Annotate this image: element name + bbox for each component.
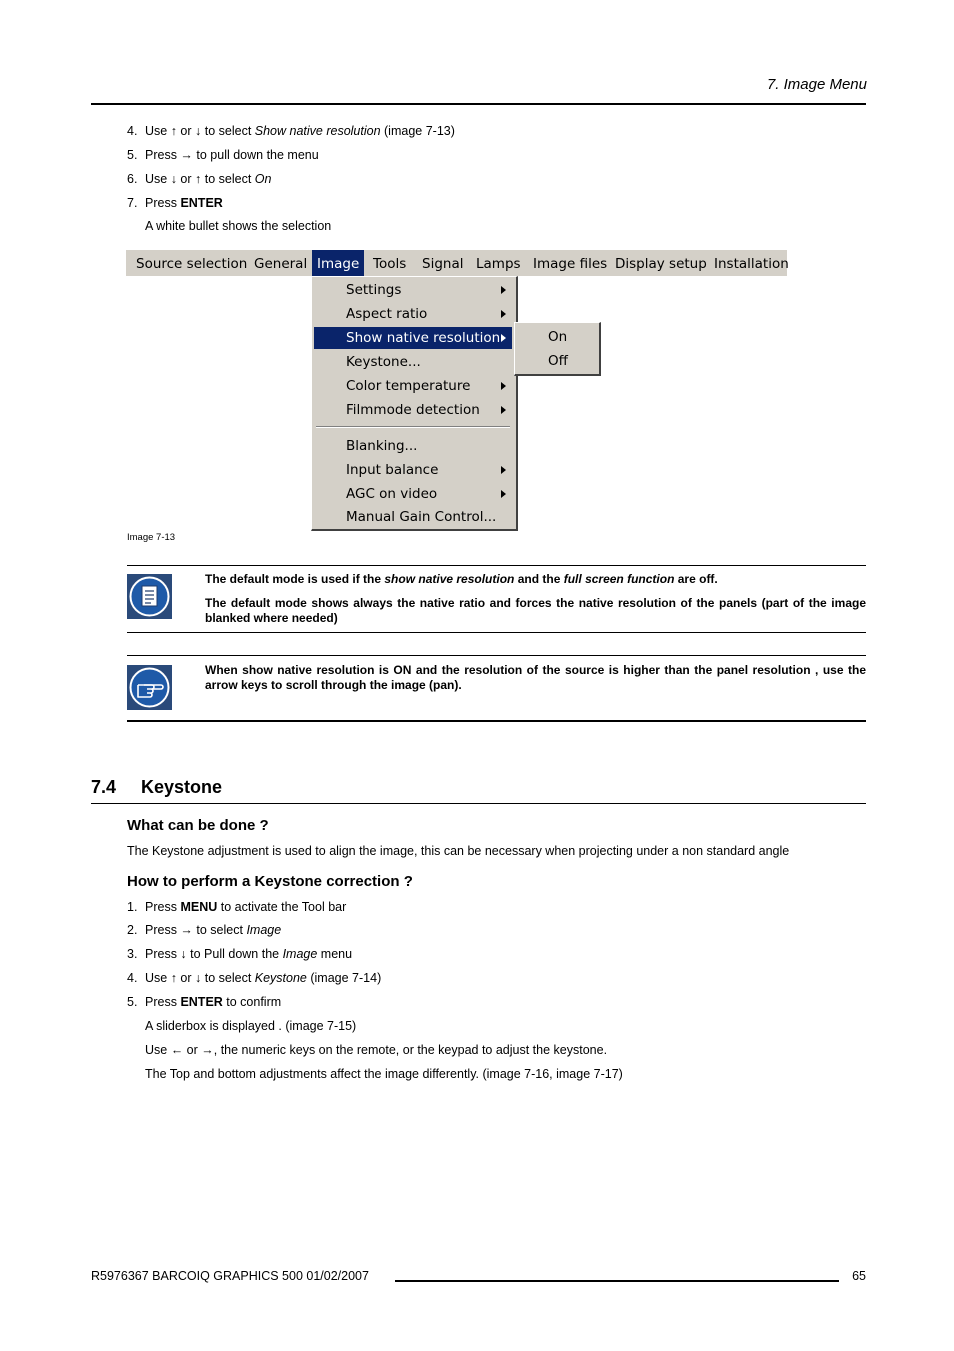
step-note: The Top and bottom adjustments affect the image differently. (image 7-16, image 7-17) [145, 1067, 623, 1081]
menu-separator [316, 426, 510, 428]
submenu-arrow-icon [501, 286, 506, 294]
dropdown-item-manual-gain-control[interactable]: Manual Gain Control... [346, 509, 497, 525]
dropdown-item-filmmode-detection[interactable]: Filmmode detection [314, 399, 512, 421]
submenu-arrow-icon [501, 406, 506, 414]
submenu-arrow-icon [501, 310, 506, 318]
header-rule [91, 103, 866, 105]
menu-signal[interactable]: Signal [422, 256, 464, 272]
dropdown-item-settings[interactable]: Settings [314, 279, 512, 301]
note-rule [127, 565, 866, 566]
dropdown-item-color-temperature[interactable]: Color temperature [314, 375, 512, 397]
submenu-item-on[interactable]: On [548, 329, 568, 345]
native-resolution-submenu [514, 322, 601, 376]
section-rule [91, 803, 866, 804]
dropdown-item-aspect-ratio[interactable]: Aspect ratio [314, 303, 512, 325]
pointing-hand-icon [127, 665, 172, 710]
chapter-title: 7. Image Menu [766, 76, 867, 93]
note-rule [127, 632, 866, 633]
list-item: 7. Press ENTER [127, 196, 223, 210]
note-text: The default mode is used if the show native resolution and the full screen function are off. [205, 572, 718, 586]
note-text: The default mode shows always the native ratio and forces the native resolution of the panels (part of the image blanked where needed) [205, 596, 866, 625]
image-dropdown-menu [311, 276, 518, 531]
note-rule [127, 720, 866, 722]
list-item: 4. Use ↑ or ↓ to select Keystone (image 7-14) [127, 971, 382, 985]
list-item: 5. Press ENTER to confirm [127, 995, 282, 1009]
dropdown-item-show-native-resolution[interactable]: Show native resolution [314, 327, 512, 349]
step-note: Use ← or →, the numeric keys on the remote, or the keypad to adjust the keystone. [145, 1043, 608, 1057]
list-item: 6. Use ↓ or ↑ to select On [127, 172, 272, 186]
menu-image[interactable]: Image [312, 250, 364, 276]
paragraph: The Keystone adjustment is used to align the image, this can be necessary when projecting under a non standard angle [127, 844, 790, 858]
list-item: 5. Press → to pull down the menu [127, 148, 319, 162]
note-rule [127, 655, 866, 656]
dropdown-item-keystone[interactable]: Keystone... [346, 354, 421, 370]
figure-caption: Image 7-13 [127, 532, 176, 543]
menu-installation[interactable]: Installation [714, 256, 789, 272]
step-note: A white bullet shows the selection [145, 219, 332, 233]
menu-tools[interactable]: Tools [373, 256, 407, 272]
submenu-arrow-icon [501, 382, 506, 390]
menu-image-files[interactable]: Image files [533, 256, 608, 272]
footer-rule [395, 1280, 839, 1282]
menu-general[interactable]: General [254, 256, 308, 272]
dropdown-item-agc-on-video[interactable]: AGC on video [314, 483, 512, 505]
menu-lamps[interactable]: Lamps [476, 256, 521, 272]
page-number: 65 [852, 1269, 866, 1283]
menu-bar [126, 250, 787, 276]
step-note: A sliderbox is displayed . (image 7-15) [145, 1019, 357, 1033]
submenu-arrow-icon [501, 466, 506, 474]
submenu-item-off[interactable]: Off [548, 353, 568, 369]
menu-display-setup[interactable]: Display setup [615, 256, 707, 272]
subheading: What can be done ? [127, 817, 269, 834]
dropdown-item-input-balance[interactable]: Input balance [314, 459, 512, 481]
note-icon [127, 574, 172, 619]
footer-doc-info: R5976367 BARCOIQ GRAPHICS 500 01/02/2007 [91, 1269, 369, 1283]
list-item: 1. Press MENU to activate the Tool bar [127, 900, 347, 914]
list-item: 3. Press ↓ to Pull down the Image menu [127, 947, 353, 961]
subheading: How to perform a Keystone correction ? [127, 873, 413, 890]
list-item: 2. Press → to select Image [127, 923, 282, 937]
section-title: 7.4 Keystone [91, 777, 223, 797]
note-text: When show native resolution is ON and the resolution of the source is higher than the panel resolution , use the arrow keys to scroll through the image (pan). [205, 663, 866, 692]
submenu-arrow-icon [501, 334, 506, 342]
dropdown-item-blanking[interactable]: Blanking... [346, 438, 418, 454]
menu-source-selection[interactable]: Source selection [136, 256, 248, 272]
list-item: 4. Use ↑ or ↓ to select Show native resolution (image 7-13) [127, 124, 455, 138]
submenu-arrow-icon [501, 490, 506, 498]
